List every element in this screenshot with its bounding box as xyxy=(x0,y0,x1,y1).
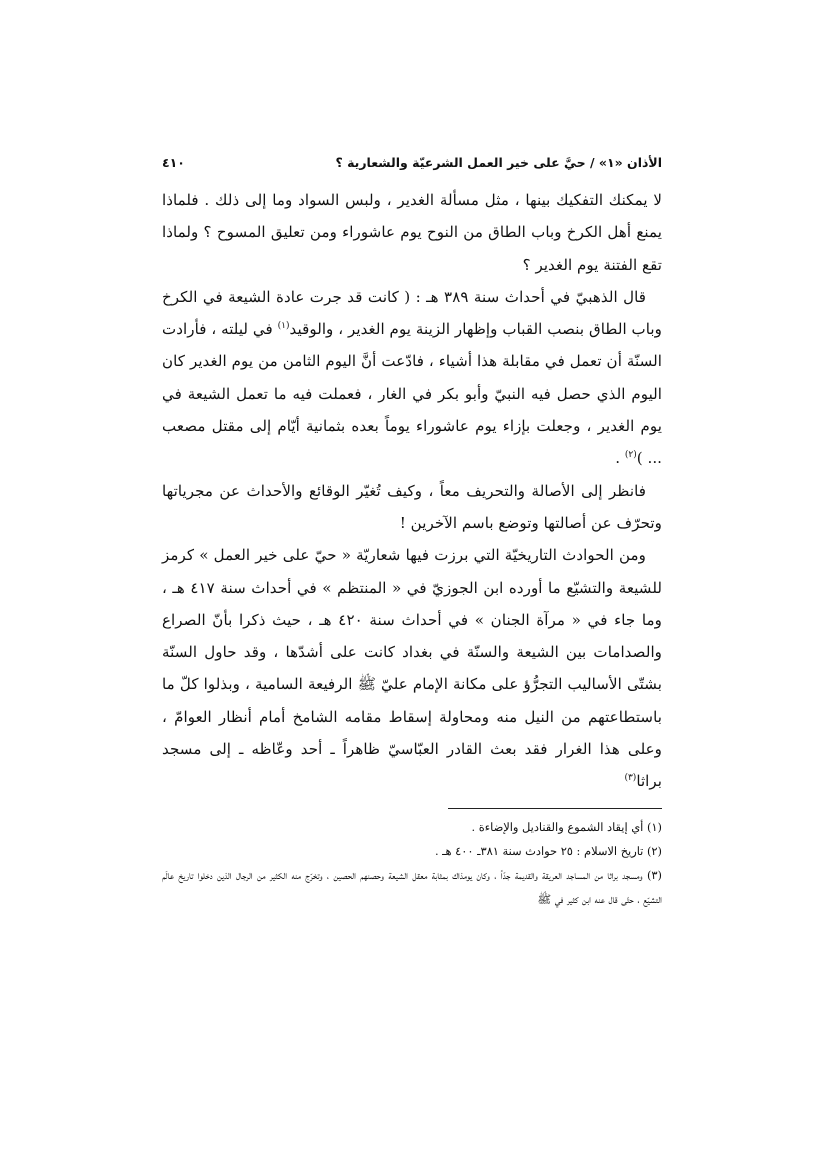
footnotes xyxy=(162,815,662,911)
page-number: ٤١٠ xyxy=(162,155,185,170)
body-text xyxy=(162,184,662,798)
footnote-ref-3[interactable]: (٣) xyxy=(624,773,637,784)
paragraph-3: فانظر إلى الأصالة والتحريف معاً ، وكيف تُغيّر الوقائع والأحداث عن مجرياتها وتحرّف عن أصالتها وتوضع باسم الآخرين ! xyxy=(162,481,662,532)
running-header xyxy=(162,150,662,176)
paragraph-4-text: ومن الحوادث التاريخيّة التي برزت فيها شعاريّة « حيّ على خير العمل » كرمز للشيعة والتشيّع ما أورده ابن الجوزيّ في « المنتظم » في أحداث سنة ٤١٧ هـ ، وما جاء في « مرآة الجنان » في أحداث سنة ٤٢٠ هـ ، حيث ذكرا بأنّ الصراع والصدامات بين الشيعة والسنّة في بغداد كانت على أشدّها ، وقد حاول السنّة بشتّى الأساليب التجرُّؤ على مكانة الإمام عليّ ﷺ الرفيعة السامية ، وبذلوا كلّ ما باستطاعتهم من النيل منه ومحاولة إسقاط مقامه الشامخ أمام أنظار العوامّ ، وعلى هذا الغرار فقد بعث القادر العبّاسيّ ظاهراً ـ أحد وعّاظه ـ إلى مسجد براثا xyxy=(162,546,662,791)
footnote-divider xyxy=(448,808,662,809)
paragraph-2-part-a: قال الذهبيّ في أحداث سنة ٣٨٩ هـ : ( كانت قد جرت عادة الشيعة في الكرخ وباب الطاق بنصب القباب وإظهار الزينة يوم الغدير ، والوقيد xyxy=(162,287,662,339)
paragraph-2 xyxy=(162,281,662,475)
paragraph-2-end: . xyxy=(615,449,625,468)
footnote-3: (٣) ومسجد براثا من المساجد العريقة والقديمة جدّاً ، وكان يومذاك بمثابة معقل الشيعة وحصنهم الحصين ، وتخرّج منه الكثير من الرجال الذين دخلوا تاريخ عالَم التشيّع ، حتّى قال عنه ابن كثير في ﷺ xyxy=(162,867,662,906)
paragraph-1: لا يمكنك التفكيك بينها ، مثل مسألة الغدير ، ولبس السواد وما إلى ذلك . فلماذا يمنع أهل الكرخ وباب الطاق من النوح يوم عاشوراء ومن تعليق المسوح ؟ ولماذا تقع الفتنة يوم الغدير ؟ xyxy=(162,191,662,274)
footnote-ref-1[interactable]: (١) xyxy=(277,321,290,332)
footnote-2: (٢) تاريخ الاسلام : ٢٥ حوادث سنة ٣٨١ـ ٤٠٠ هـ . xyxy=(434,843,662,858)
footnote-ref-2[interactable]: (٢) xyxy=(624,450,637,461)
running-title: الأذان «١» / حيَّ على خير العمل الشرعيّة والشعارية ؟ xyxy=(335,155,662,170)
document-page xyxy=(162,150,662,911)
footnote-1: (١) أي إيقاد الشموع والقناديل والإضاءة . xyxy=(471,819,662,834)
paragraph-2-part-b: في ليلته ، فأرادت السنّة أن تعمل في مقابلة هذا أشياء ، فادّعت أنَّ اليوم الثامن من يوم الغدير كان اليوم الذي حصل فيه النبيّ وأبو بكر في الغار ، فعملت فيه ما تعمل الشيعة في يوم الغدير ، وجعلت بإزاء يوم عاشوراء يوماً بعده بثمانية أيّام إلى مقتل مصعب ... ) xyxy=(162,320,662,468)
paragraph-4 xyxy=(162,539,662,797)
